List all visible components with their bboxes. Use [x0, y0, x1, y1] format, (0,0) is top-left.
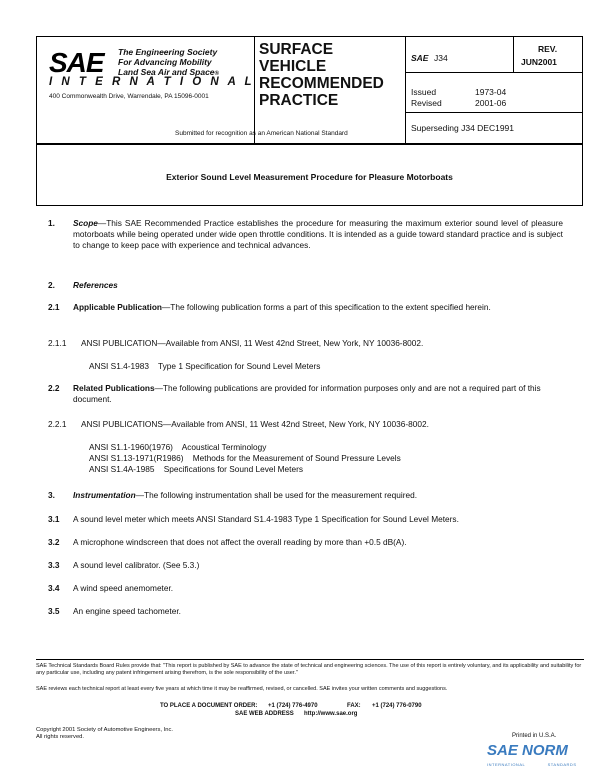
section-2-1-num: 2.1 [48, 302, 60, 312]
section-2-1-1-num: 2.1.1 [48, 338, 67, 348]
section-3-2-text: A microphone windscreen that does not affect the overall reading by more than +0.5 dB(A). [73, 537, 407, 547]
header-divider-5 [405, 112, 583, 113]
order-phone: +1 (724) 776-4970 [268, 703, 318, 709]
section-1-num: 1. [48, 218, 55, 228]
reference-item: ANSI S1.13-1971(R1986) Methods for the Measurement of Sound Pressure Levels [89, 453, 401, 463]
sae-logo: SAE [49, 47, 104, 78]
section-2-2-1-text: ANSI PUBLICATIONS—Available from ANSI, 11 West 42nd Street, New York, NY 10036-8002. [81, 419, 429, 429]
section-3-1-num: 3.1 [48, 514, 60, 524]
footer-note-1: SAE Technical Standards Board Rules provide that: "This report is published by SAE to advance the state of technical and engineering sciences. The use of this report is entirely voluntary, and its applicability and suitability for any particular use, including any patent infringement arising therefrom, is the sole responsibility of the user." [36, 663, 582, 676]
section-3-3-num: 3.3 [48, 560, 60, 570]
watermark-logo: SAE NORM [487, 742, 568, 759]
section-2-2-num: 2.2 [48, 383, 60, 393]
section-3-5-text: An engine speed tachometer. [73, 606, 181, 616]
revised-value: 2001-06 [475, 98, 507, 108]
logo-international: I N T E R N A T I O N A L [49, 76, 255, 88]
section-2-num: 2. [48, 280, 55, 290]
title-top-rule [36, 144, 583, 145]
section-2-2-1-num: 2.2.1 [48, 419, 67, 429]
section-3-2-num: 3.2 [48, 537, 60, 547]
web-label: SAE WEB ADDRESS [235, 711, 294, 717]
watermark-subtext: INTERNATIONAL STANDARDS [487, 762, 577, 767]
sae-address: 400 Commonwealth Drive, Warrendale, PA 15096-0001 [49, 93, 209, 100]
copyright: Copyright 2001 Society of Automotive Engineers, Inc. All rights reserved. [36, 727, 173, 740]
section-3-1-text: A sound level meter which meets ANSI Standard S1.4-1983 Type 1 Specification for Sound Level Meters. [73, 514, 459, 524]
section-2-1-1-text: ANSI PUBLICATION—Available from ANSI, 11 West 42nd Street, New York, NY 10036-8002. [81, 338, 424, 348]
reference-item: ANSI S1.4A-1985 Specifications for Sound Level Meters [89, 464, 303, 474]
doc-id: J34 [434, 53, 448, 63]
reference-item: ANSI S1.4-1983 Type 1 Specification for Sound Level Meters [89, 361, 321, 371]
superseding: Superseding J34 DEC1991 [411, 123, 515, 133]
section-3-5-num: 3.5 [48, 606, 60, 616]
header-divider-3 [513, 36, 514, 72]
footer-note-2: SAE reviews each technical report at least every five years at which time it may be reaffirmed, revised, or cancelled. SAE invites your written comments and suggestions. [36, 686, 448, 692]
rev-label: REV. [538, 44, 558, 54]
submitted-note: Submitted for recognition as an American National Standard [175, 130, 348, 137]
title-bottom-rule [36, 205, 583, 206]
printed-in: Printed in U.S.A. [512, 733, 557, 739]
section-1-text: Scope—This SAE Recommended Practice establishes the procedure for measuring the maximum exterior sound level of pleasure motorboats while being operated under wide open throttle conditions. It is intended as a guide toward standard practice and is subject to change to keep pace with experience and technical advances. [73, 218, 563, 250]
revised-label: Revised [411, 98, 442, 108]
section-3-num: 3. [48, 490, 55, 500]
document-title: Exterior Sound Level Measurement Procedure for Pleasure Motorboats [166, 172, 453, 182]
section-2-1-text: Applicable Publication—The following publication forms a part of this specification to the extent specified herein. [73, 302, 491, 312]
reference-item: ANSI S1.1-1960(1976) Acoustical Terminology [89, 442, 267, 452]
rev-value: JUN2001 [521, 57, 557, 67]
fax-label: FAX: [347, 703, 361, 709]
fax-number: +1 (724) 776-0790 [372, 703, 422, 709]
issued-value: 1973-04 [475, 87, 507, 97]
section-2-2-text: Related Publications—The following publications are provided for information purposes only and are not a required part of this document. [73, 383, 541, 404]
doc-id-mark: SAE [411, 53, 429, 63]
header-divider-2 [405, 36, 406, 144]
logo-tagline: The Engineering Society For Advancing Mobility Land Sea Air and Space® [118, 47, 219, 77]
footer-rule [36, 659, 584, 660]
issued-label: Issued [411, 87, 437, 97]
section-3-3-text: A sound level calibrator. (See 5.3.) [73, 560, 200, 570]
doc-type: SURFACE VEHICLE RECOMMENDED PRACTICE [259, 41, 384, 109]
header-divider-1 [254, 36, 255, 144]
section-2-head: References [73, 280, 118, 290]
section-3-4-num: 3.4 [48, 583, 60, 593]
order-label: TO PLACE A DOCUMENT ORDER: [160, 703, 258, 709]
header-divider-4 [405, 72, 583, 73]
section-3-text: Instrumentation—The following instrumentation shall be used for the measurement required. [73, 490, 418, 500]
web-link[interactable]: http://www.sae.org [304, 711, 358, 717]
section-3-4-text: A wind speed anemometer. [73, 583, 174, 593]
